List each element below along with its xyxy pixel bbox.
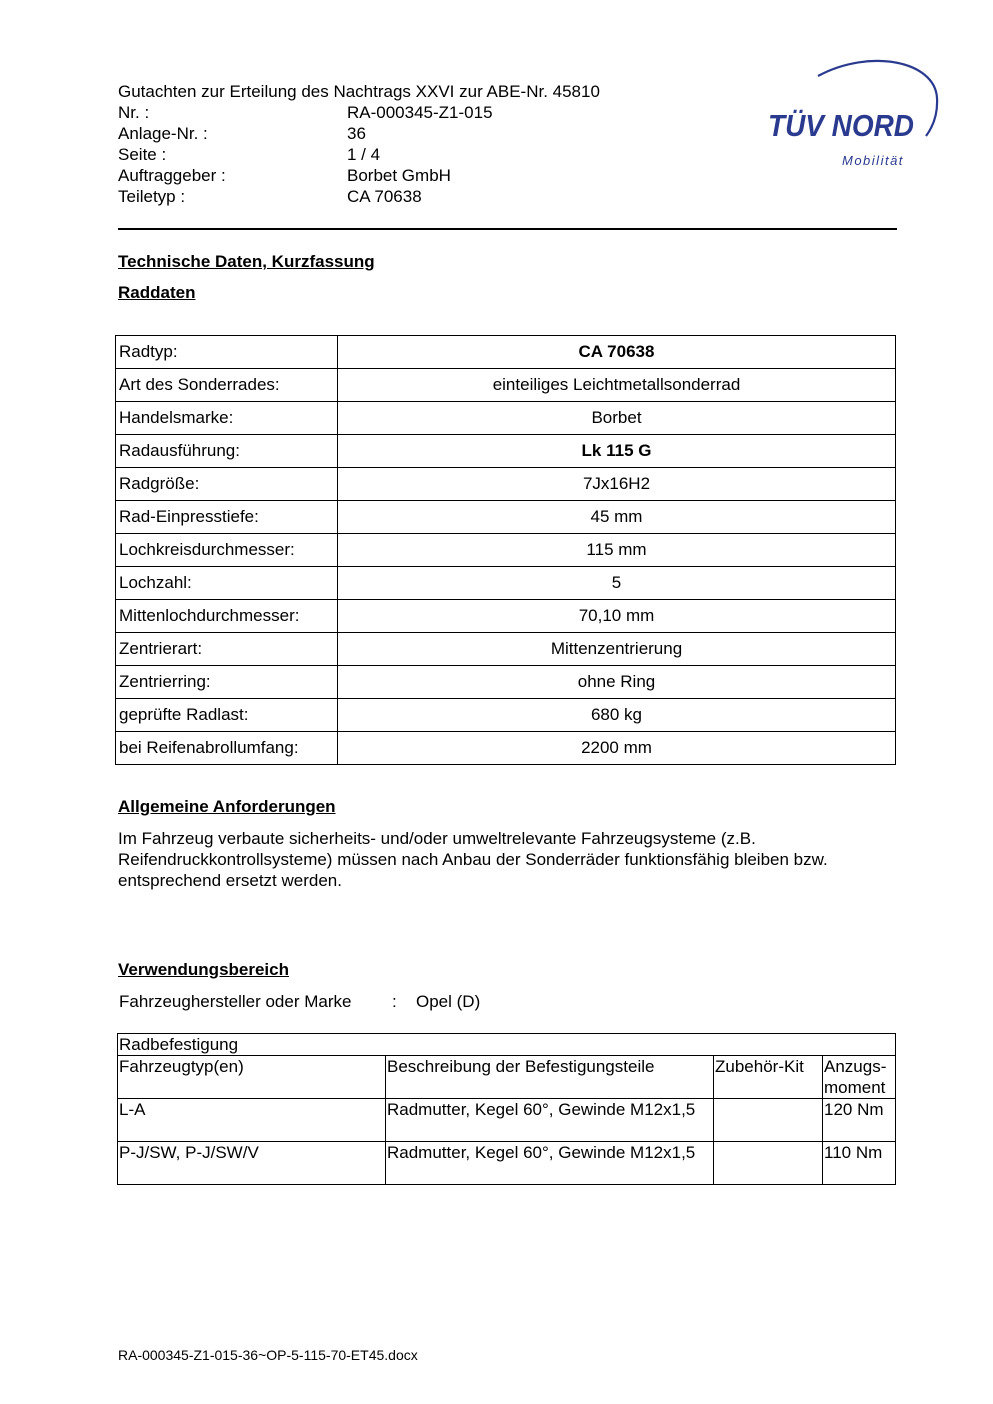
- row-label: Handelsmarke:: [116, 402, 338, 435]
- row-label: Mittenlochdurchmesser:: [116, 600, 338, 633]
- table-cell: Radmutter, Kegel 60°, Gewinde M12x1,5: [386, 1099, 714, 1142]
- row-label: Lochzahl:: [116, 567, 338, 600]
- column-header: Beschreibung der Befestigungsteile: [386, 1056, 714, 1099]
- table-row: [116, 402, 896, 435]
- row-value: 680 kg: [338, 699, 896, 732]
- row-label: Zentrierart:: [116, 633, 338, 666]
- row-value: Lk 115 G: [338, 435, 896, 468]
- table-cell: 110 Nm: [823, 1142, 896, 1185]
- wheel-data-table: [115, 335, 896, 765]
- fastening-table: [117, 1033, 896, 1185]
- tuv-nord-logo: [760, 56, 945, 171]
- header-value: RA-000345-Z1-015: [347, 103, 493, 122]
- table-row: [116, 633, 896, 666]
- table-row: [116, 336, 896, 369]
- table-cell: P-J/SW, P-J/SW/V: [118, 1142, 386, 1185]
- section-heading-tech: Technische Daten, Kurzfassung: [118, 252, 375, 271]
- row-value: CA 70638: [338, 336, 896, 369]
- row-label: Radausführung:: [116, 435, 338, 468]
- row-label: Rad-Einpresstiefe:: [116, 501, 338, 534]
- document-title: Gutachten zur Erteilung des Nachtrags XXVI zur ABE-Nr. 45810: [118, 82, 600, 101]
- row-label: bei Reifenabrollumfang:: [116, 732, 338, 765]
- row-label: Art des Sonderrades:: [116, 369, 338, 402]
- column-header: Anzugs- moment: [823, 1056, 896, 1099]
- header-value: 36: [347, 124, 366, 143]
- table-row: [118, 1099, 896, 1142]
- allgemein-paragraph: Im Fahrzeug verbaute sicherheits- und/oder umweltrelevante Fahrzeugsysteme (z.B. Reifendruckkontrollsysteme) müssen nach Anbau der Sonderräder funktionsfähig bleiben bzw. entsprechend ersetzt werden.: [118, 829, 828, 890]
- row-label: Radgröße:: [116, 468, 338, 501]
- table-row: [116, 732, 896, 765]
- table-row: [116, 435, 896, 468]
- header-label: Auftraggeber :: [118, 166, 226, 185]
- table-cell: 120 Nm: [823, 1099, 896, 1142]
- section-heading-raddaten: Raddaten: [118, 283, 196, 302]
- row-value: 7Jx16H2: [338, 468, 896, 501]
- row-value: Borbet: [338, 402, 896, 435]
- table-row: [118, 1034, 896, 1056]
- footer-filename: RA-000345-Z1-015-36~OP-5-115-70-ET45.docx: [118, 1347, 418, 1363]
- section-heading-allgemein: Allgemeine Anforderungen: [118, 797, 336, 816]
- table-row: [116, 468, 896, 501]
- table-row: [116, 567, 896, 600]
- section-heading-verwendung: Verwendungsbereich: [118, 960, 289, 979]
- table-row: [116, 501, 896, 534]
- table-cell: Radmutter, Kegel 60°, Gewinde M12x1,5: [386, 1142, 714, 1185]
- row-value: Mittenzentrierung: [338, 633, 896, 666]
- row-value: 2200 mm: [338, 732, 896, 765]
- column-header: Fahrzeugtyp(en): [118, 1056, 386, 1099]
- row-value: 70,10 mm: [338, 600, 896, 633]
- fastening-title: Radbefestigung: [118, 1034, 896, 1056]
- table-header-row: [118, 1056, 896, 1099]
- manufacturer-value: Opel (D): [416, 992, 481, 1011]
- table-row: [116, 600, 896, 633]
- logo-brand-text: TÜV NORD: [768, 108, 914, 143]
- logo-sub-text: Mobilität: [842, 153, 904, 168]
- row-value: ohne Ring: [338, 666, 896, 699]
- table-cell: [714, 1142, 823, 1185]
- header-label: Anlage-Nr. :: [118, 124, 208, 143]
- header-value: 1 / 4: [347, 145, 381, 164]
- row-value: einteiliges Leichtmetallsonderrad: [338, 369, 896, 402]
- table-row: [116, 534, 896, 567]
- row-value: 45 mm: [338, 501, 896, 534]
- header-label: Nr. :: [118, 103, 150, 122]
- row-value: 115 mm: [338, 534, 896, 567]
- header-value: CA 70638: [347, 187, 422, 206]
- column-header: Zubehör-Kit: [714, 1056, 823, 1099]
- table-row: [116, 369, 896, 402]
- table-cell: L-A: [118, 1099, 386, 1142]
- header-divider: [118, 228, 897, 230]
- row-label: Radtyp:: [116, 336, 338, 369]
- table-row: [118, 1142, 896, 1185]
- header-value: Borbet GmbH: [347, 166, 451, 185]
- table-row: [116, 699, 896, 732]
- row-label: Zentrierring:: [116, 666, 338, 699]
- table-cell: [714, 1099, 823, 1142]
- tuv-nord-logo-graphic: [760, 56, 945, 171]
- header-label: Seite :: [118, 145, 167, 164]
- manufacturer-label: Fahrzeughersteller oder Marke: [119, 992, 352, 1011]
- table-row: [116, 666, 896, 699]
- header-label: Teiletyp :: [118, 187, 186, 206]
- row-label: Lochkreisdurchmesser:: [116, 534, 338, 567]
- row-label: geprüfte Radlast:: [116, 699, 338, 732]
- manufacturer-separator: :: [392, 992, 397, 1011]
- row-value: 5: [338, 567, 896, 600]
